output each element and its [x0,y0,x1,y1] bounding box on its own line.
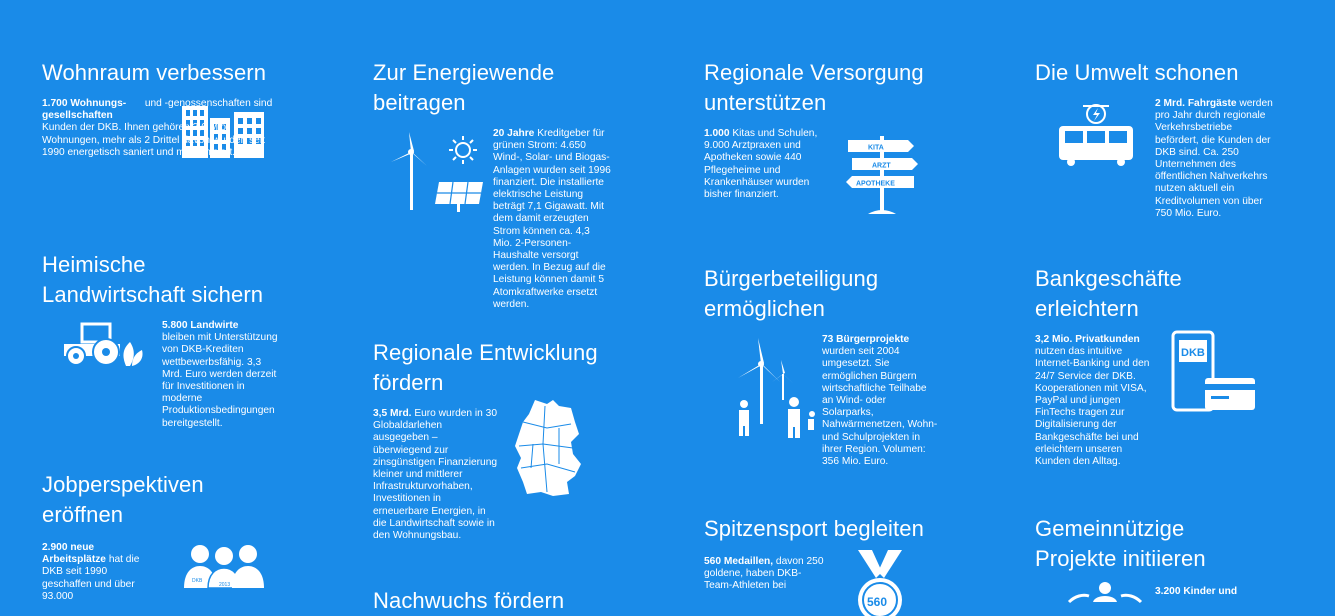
svg-text:560: 560 [867,595,888,609]
block-bank [1035,264,1335,468]
block-energie [373,58,673,310]
title-bank: Bankgeschäfte erleichtern [1035,266,1182,321]
text-wohnraum: 1.700 Wohnungs-gesellschaften und -genossenschaften sind Kunden der DKB. Ihnen gehören 3,6 Mio. Wohnungen, mehr als 2 Drittel davon wurden seit 1990 energetisch saniert und modernisiert. [42,98,273,158]
block-gemein [1035,514,1335,597]
block-umwelt [1035,58,1335,219]
text-jobs: 2.900 neue Arbeitsplätze hat die DKB seit 1990 geschaffen und über 93.000 [42,542,140,602]
title-jobs: Jobperspektiven eröffnen [42,472,204,527]
text-entwicklung: 3,5 Mrd. Euro wurden in 30 Globaldarlehen ausgegeben – überwiegend zur zinsgünstigen Finanzierung kleiner und mittlerer Infrastrukturvorhaben, Investitionen in erneuerbare Energien, in die Landwirtschaft sowie in den Wohnungsbau. [373,408,498,542]
block-nachwuchs [373,586,673,616]
title-versorgung: Regionale Versorgung unterstützen [704,60,924,115]
text-energie: 20 Jahre Kreditgeber für grünen Strom: 4.650 Wind-, Solar- und Biogas-Anlagen wurden seit 1996 finanziert. Die installierte elektrische Leistung beträgt 7,1 Gigawatt. Mit dem damit erzeugten Strom können ca. 4,3 Mio. 2-Personen-Haushalte versorgt werden. In Bezug auf die Leistung können damit 5 Atomkraftwerke ersetzt werden. [493,128,611,310]
block-entwicklung [373,338,673,542]
title-buerger: Bürgerbeteiligung ermöglichen [704,266,879,321]
block-buerger [704,264,1004,468]
text-sport: 560 Medaillen, davon 250 goldene, haben DKB-Team-Athleten bei [704,556,824,592]
title-energie: Zur Energiewende beitragen [373,60,555,115]
svg-text:2013: 2013 [219,582,231,588]
title-wohnraum: Wohnraum verbessern [42,60,267,85]
svg-text:APOTHEKE: APOTHEKE [856,180,895,188]
title-landwirtschaft: Heimische Landwirtschaft sichern [42,252,264,307]
text-landwirtschaft: 5.800 Landwirte bleiben mit Unterstützung von DKB-Krediten wettbewerbsfähig. 3,3 Mrd. Euro werden derzeit für Investitionen in moderne Produktionsbedingungen bereitgestellt. [162,320,278,429]
text-umwelt: 2 Mrd. Fahrgäste werden pro Jahr durch regionale Verkehrsbetriebe befördert, die Kunden der DKB sind. Ca. 250 Unternehmen des öffentlichen Nahverkehrs nutzen aktuell ein Kreditvolumen von über 750 Mio. Euro. [1155,98,1273,219]
block-versorgung [704,58,1004,201]
svg-text:DKB: DKB [192,578,203,584]
block-landwirtschaft [42,250,342,429]
text-bank: 3,2 Mio. Privatkunden nutzen das intuitive Internet-Banking und den 24/7 Service der DKB. Kooperationen mit VISA, PayPal und jungen FinTechs tragen zur Digitalisierung der Bankgeschäfte bei und erleichtern unseren Kunden den Alltag. [1035,334,1150,468]
title-sport: Spitzensport begleiten [704,516,924,541]
title-entwicklung: Regionale Entwicklung fördern [373,340,598,395]
block-wohnraum [42,58,342,158]
people-icon [182,544,264,588]
svg-text:DKB: DKB [1181,347,1205,359]
title-nachwuchs: Nachwuchs fördern [373,588,565,613]
text-buerger: 73 Bürgerprojekte wurden seit 2004 umgesetzt. Sie ermöglichen Bürgern wirtschaftliche Teilhabe an Wind- oder Solarparks, Nahwärmenetzen, Wohn- und Schulprojekten in ihrer Region. Volumen: 356 Mio. Euro. [822,334,938,468]
block-jobs [42,470,342,602]
title-gemein: Gemeinnützige Projekte initiieren [1035,516,1206,571]
medal-icon [852,550,908,609]
svg-text:KITA: KITA [868,144,884,152]
text-gemein: 3.200 Kinder und [1155,586,1238,597]
text-versorgung: 1.000 Kitas und Schulen, 9.000 Arztpraxen und Apotheken sowie 440 Pflegeheime und Krankenhäuser wurden bisher finanziert. [704,128,818,201]
title-umwelt: Die Umwelt schonen [1035,60,1239,85]
signpost-icon [844,136,920,216]
svg-text:ARZT: ARZT [872,162,891,170]
block-sport [704,514,1004,609]
